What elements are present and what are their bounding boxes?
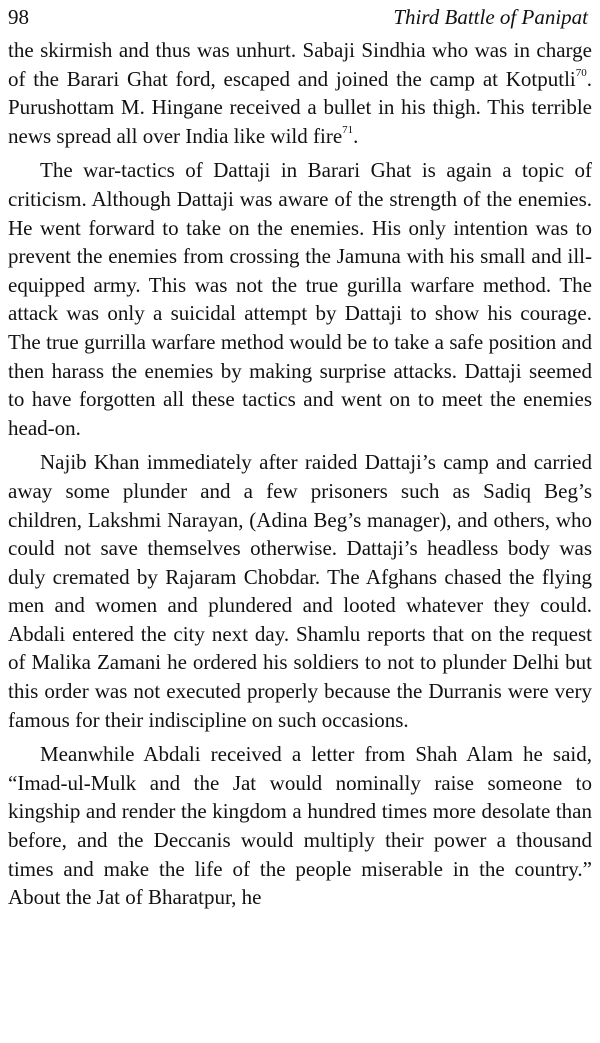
- text-segment: . Purushottam M. Hingane received a bullet in his thigh. This terrible news spread all over India like wild fire: [8, 66, 592, 148]
- running-header: [8, 2, 592, 36]
- text-segment: Najib Khan immediately after raided Dattaji’s camp and carried away some plunder and a few prisoners such as Sadiq Beg’s children, Lakshmi Narayan, (Adina Beg’s manager), and others, who could not save themselves otherwise. Dattaji’s headless body was duly cremated by Rajaram Chobdar. The Afghans chased the flying men and women and plundered and looted whatever they could. Abdali entered the city next day. Shamlu reports that on the request of Malika Zamani he ordered his soldiers to not to plunder Delhi but this order was not executed properly because the Durranis were very famous for their indiscipline on such occasions.: [8, 450, 592, 732]
- text-segment: the skirmish and thus was unhurt. Sabaji Sindhia who was in charge of the Barari Ghat ford, escaped and joined the camp at Kotputli: [8, 38, 592, 91]
- footnote-ref-70: 70: [575, 66, 587, 79]
- text-segment: Meanwhile Abdali received a letter from Shah Alam he said, “Imad-ul-Mulk and the Jat would nominally raise someone to kingship and render the kingdom a hundred times more desolate than before, and the Deccanis would multiply their power a thousand times and make the life of the people miserable in the country.” About the Jat of Bharatpur, he: [8, 742, 592, 910]
- body-text: [8, 36, 592, 912]
- paragraph-3: [8, 448, 592, 734]
- paragraph-1: [8, 36, 592, 150]
- footnote-ref-71: 71: [342, 123, 354, 136]
- text-segment: The war-tactics of Dattaji in Barari Ghat is again a topic of criticism. Although Dattaji was aware of the strength of the enemies. He went forward to take on the enemies. His only intention was to prevent the enemies from crossing the Jamuna with his small and ill-equipped army. This was not the true gurilla warfare method. The attack was only a suicidal attempt by Dattaji to show his courage. The true gurrilla warfare method would be to take a safe position and then harass the enemies by making surprise attacks. Dattaji seemed to have forgotten all these tactics and went on to meet the enemies head-on.: [8, 158, 592, 440]
- text-segment: .: [353, 123, 359, 148]
- page-number: 98: [8, 5, 29, 29]
- running-title: Third Battle of Panipat: [393, 5, 588, 29]
- paragraph-4: [8, 740, 592, 912]
- paragraph-2: [8, 156, 592, 442]
